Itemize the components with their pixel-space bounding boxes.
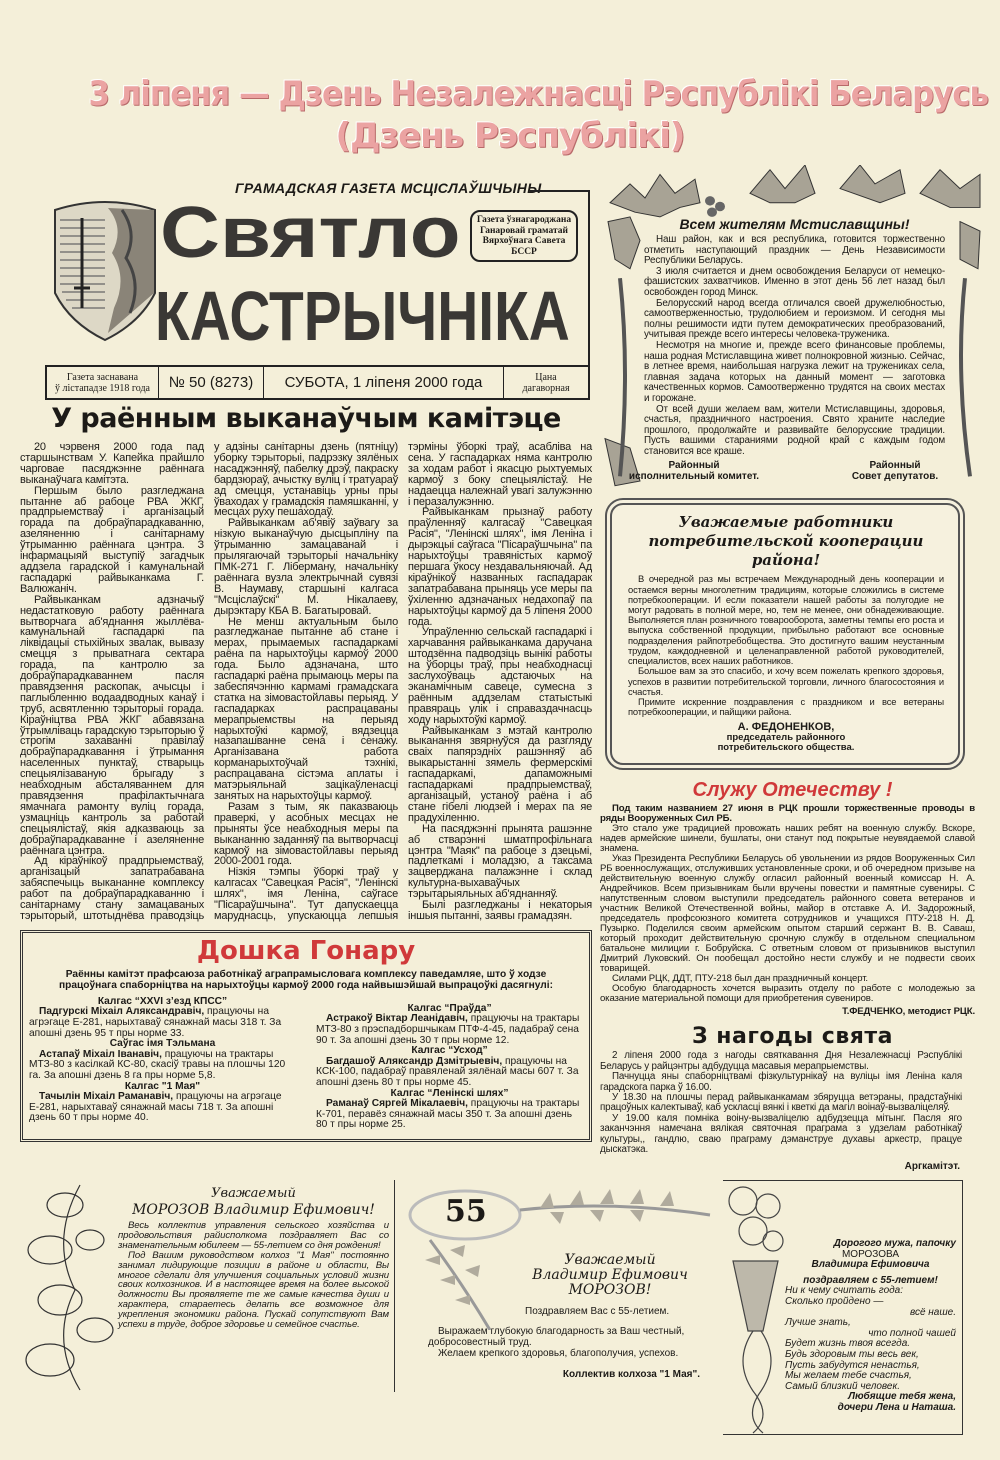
signature-council xyxy=(815,460,975,482)
poem-line: Будет жизнь твоя всегда. xyxy=(785,1338,911,1350)
farm-name: Калгас "1 Мая" xyxy=(124,1080,201,1092)
morozov2-signature: Коллектив колхоза "1 Мая". xyxy=(562,1369,700,1380)
signature-line: Районный xyxy=(668,460,720,472)
issue-date: СУБОТА, 1 ліпеня 2000 года xyxy=(264,367,504,398)
poem-line: Лучше знать, xyxy=(785,1317,851,1329)
paragraph: Пачнуцца яны спаборніцтвамі фізкультурнікаў на вуліцы імя Леніна каля гарадскога парка ў 16.00. xyxy=(600,1071,962,1093)
farm-name: Калгас “Усход” xyxy=(411,1045,488,1057)
article-headline-row xyxy=(20,402,592,440)
morozov-name: МОРОЗОВ Владимир Ефимович! xyxy=(132,1202,375,1218)
flower-vine-icon xyxy=(20,1180,120,1392)
morozov2-heading xyxy=(510,1253,710,1298)
heading-line: Уважаемый xyxy=(564,1252,656,1268)
paragraph: Примите искренние поздравления с праздником и все ветераны потребкооперации, и пайщики района. xyxy=(628,695,944,718)
sluzhu-title: Служу Отечеству ! xyxy=(692,779,893,802)
worker-achievement: працуючы на трактары МТЗ-80 з касілкай КС-80, скасіў травы на плошчы 120 га. За апошні дзень 8 га пры норме 5,8. xyxy=(29,1048,286,1082)
divider xyxy=(530,190,590,192)
worker-achievement: працуючы на КСК-100, падабраў правяленай зялёнай масы 607 т. За апошні дзень 80 т пры норме 45. xyxy=(316,1055,579,1089)
heading-line: Владимир Ефимович xyxy=(532,1267,688,1283)
honor-board-intro: Раённы камітэт прафсаюза работнікаў аграпрамысловага комплексу паведамляе, што ў ходзе працоўнага спаборніцтва на нарыхтоўцы кармоў 2000 года найвышэйшай выпрацоўкі дасягнулі: xyxy=(58,968,553,991)
worker-name: Падгурскі Міхаіл Аляксандравіч, xyxy=(39,1006,205,1018)
worker-achievement: працуючы на трактары К-701, перавёз сянажнай масы 350 т. За апошні дзень 80 т пры норме 25. xyxy=(316,1098,580,1131)
nagody-signature: Аргкамітэт. xyxy=(904,1161,960,1173)
award-line: Ганаровай граматай xyxy=(480,225,568,236)
founded-line: Газета заснавана xyxy=(66,371,139,383)
banner-line-1-row xyxy=(40,74,989,121)
worker-achievement: працуючы на агрэгаце Е-281, нарыхтаваў сянажнай масы 318 т. За апошні дзень 95 т пры норме 33. xyxy=(29,1006,282,1039)
morozov-greeting-3 xyxy=(723,1180,963,1435)
founded-line: ў лістападзе 1918 года xyxy=(55,382,150,394)
price-line: Цана xyxy=(535,371,557,383)
title-line: потребительской кооперации района! xyxy=(648,532,924,570)
honor-columns xyxy=(29,997,583,1131)
paragraph: В очередной раз мы встречаем Международный день кооперации и остаемся верны многолетним традициям, которые сложились в системе потребкооперации. И если показатели нашей работы за полугодие не могут радовать в полной мере, но, тем не менее, они обнадеживающие. Выполняется план розничного товарооборота, заметны темпы его роста и выпуска собственной продукции, прибыльно работают все основные подразделения райпотребобщества. Это достигнуто вашим неустанным трудом, каждодневной и целенаправленной работой руководителей, специалистов, всех наших работников. xyxy=(628,573,944,667)
poem-line: Пусть забудутся ненастья, xyxy=(785,1359,920,1371)
paragraph: Райвыканкам аб'явіў заўвагу за нізкую выканаўчую дысцыпліну па ўтрыманню замацаванай і прылягаючай тэрыторыі начальніку ПМК-271 Г. Ліберману, начальніку раённага вузла электрычнай сувязі В. Наумаву, старшыні калгаса "Мсціслаўскі" М. Нікалаеву, дырэктару КБА В. Багатыровай. xyxy=(214,517,398,617)
newspaper-subtitle: ГРАМАДСКАЯ ГАЗЕТА МСЦІСЛАЎШЧЫНЫ xyxy=(235,180,542,196)
signature-line: Районный xyxy=(869,460,921,472)
article-body xyxy=(20,442,592,922)
price-line: дагаворная xyxy=(522,382,570,394)
morozov2-congrats: Поздравляем Вас с 55-летием. xyxy=(525,1306,670,1317)
divider xyxy=(588,190,590,365)
poem-line: Владимира Ефимовича xyxy=(811,1259,930,1271)
morozov-salutation: Уважаемый xyxy=(211,1186,296,1201)
greeting-signatures xyxy=(614,460,975,482)
newspaper-title-line-1: Святло xyxy=(160,193,461,273)
sluzhu-lead: Под таким названием 27 июня в РЦК прошли торжественные проводы в ряды Вооруженных Сил РБ. xyxy=(600,803,975,825)
banner-line-1: 3 ліпеня — Дзень Незалежнасці Рэспублікі Беларусь xyxy=(88,74,989,114)
worker-achievement: працуючы на агрэгаце Е-281, нарыхтаваў сянажнай масы 718 т. За апошні дзень 60 т пры норме 40. xyxy=(29,1091,282,1124)
worker-name: Багдашоў Аляксандр Дзмітрыевіч, xyxy=(326,1055,503,1067)
morozov-greeting-2 xyxy=(400,1180,718,1430)
paragraph: Силами РЦК, ДДТ, ПТУ-218 был дан праздничный концерт. xyxy=(612,973,868,985)
farm-name: Калгас “Праўда” xyxy=(407,1002,492,1014)
article-headline: У раённым выканаўчым камітэце xyxy=(51,403,561,434)
poem-line: что полной чашей xyxy=(868,1327,956,1339)
honor-board xyxy=(20,930,592,1142)
paragraph: Весь коллектив управления сельского хозяйства и продовольствия райисполкома поздравляет Вас со знаменательным юбилеем — 55-летием со дня рождения! xyxy=(118,1220,389,1251)
poem-line: поздравляем с 55-летием! xyxy=(803,1274,938,1286)
nagody-title: З нагоды свята xyxy=(692,1024,893,1050)
founded-note xyxy=(47,367,159,398)
paragraph: У 19.00 каля помніка воіну-вызваліцелю адбудзецца мітынг. Пасля яго заканчэння намечана вялікая святочная праграма з удзелам работнікаў культуры,, гандлю, сваю праграму дэманструе духавы аркестр, працуе дыскатэка. xyxy=(600,1112,962,1155)
right-column xyxy=(600,165,985,1173)
award-note xyxy=(470,210,578,262)
signature-line: потребительского общества. xyxy=(717,742,855,754)
paragraph: Желаем крепкого здоровья, благополучия, успехов. xyxy=(438,1348,679,1359)
poem-line: Самый близкий человек. xyxy=(785,1380,900,1392)
paragraph: Райвыканкам прызнаў работу праўленняў калгасаў "Савецкая Расія", "Ленінскі шлях", імя Леніна і дырэкцыі саўгаса "Пісараўшчына" па нарыхтоўцы травяністых кармоў першага ўкосу нездавальняючай. Ад кіраўнікоў названных гаспадарак запатрабавана прыняць усе меры па ўхіленню адзначаных недахопаў па нарыхтоўцы кармоў да 5 ліпеня 2000 года. xyxy=(408,506,592,628)
paragraph: Райвыканкам адзначыў недастатковую работу раённага вытворчага аб'яднання жыллёва-камунальнай гаспадаркі па ліквідацыі стыхійных звалак, вывазу смецця з прыватнага сектара горада, па кантролю за добраўпарадкаваннем пасля правядзення раскопак, ачысцы і паглыбленню водаадводных канаў і труб, асвятленню тэрыторыі горада. Кіраўніцтва РВА ЖКГ абавязана ўтрымліваць гарадскую тэрыторыю ў строгім захаванні правілаў добраўпарадкавання і ўтрымання населенных пунктаў, стварыць спецыялізаваную брыгаду з неабходным абсталяваннем для правядзення прафілактычнага ямачнага рамонту вуліц горада, узмацніць кантроль за работай спецыялістаў, якія адказваюць за добраўпарадкаванне і азеляненне раённага цэнтра. xyxy=(20,593,204,857)
paragraph: 2 ліпеня 2000 года з нагоды святкавання Дня Незалежнасці Рэспублікі Беларусь у райцэнтры адбудуцца масавыя мерапрыемствы. xyxy=(600,1050,962,1072)
poem-line: Мы желаем тебе счастья, xyxy=(785,1370,912,1382)
honor-entry xyxy=(29,1050,296,1082)
issue-info-bar xyxy=(45,365,590,400)
price-note xyxy=(504,367,588,398)
sluzhu-body xyxy=(600,804,975,1017)
issue-number: № 50 (8273) xyxy=(159,367,264,398)
paragraph: Разам з тым, як паказваюць праверкі, у асобных месцах не прыняты ўсе неабходныя меры па выкананню заданняў па вытворчасці кармоў на зімовастойлавы перыяд 2000-2001 года. xyxy=(214,800,398,868)
cooperation-signature xyxy=(628,721,944,753)
sluzhu-paragraphs xyxy=(600,824,975,1004)
farm-name: Саўгас імя Тэльмана xyxy=(109,1038,216,1050)
paragraph: Под Вашим руководством колхоз "1 Мая" постоянно занимал лидирующие позиции в районе и области, Вы многое сделали для улучшения социальных условий жизни своих колхозников. И в настоящее время на более высокой должности Вы проявляете те же самые качества души и характера, стараетесь делать все возможное для укрепления экономики района. Пускай сопутствуют Вам успехи в труде, доброе здоровье и семейное счастье. xyxy=(118,1249,389,1331)
paragraph: Першым было разгледжана пытанне аб рабоце РВА ЖКГ, прадпрыемстваў і арганізацый горада па добраўпарадкаванню, азеляненню і санітарнаму ўтрыманню раённага цэнтра. З інфармацыяй выступіў загадчык аддзела гарадской і камунальнай гаспадаркі райвыканкама Г. Валюжаніч. xyxy=(20,484,204,595)
bouquet-icon xyxy=(723,1181,785,1436)
worker-name: Астракоў Віктар Леанідавіч, xyxy=(326,1013,468,1025)
signature-line: Совет депутатов. xyxy=(851,471,939,483)
signature-line: председатель районного xyxy=(726,732,846,744)
poem-line: МОРОЗОВА xyxy=(841,1248,900,1260)
worker-name: Тачылін Міхаіл Раманавіч, xyxy=(39,1091,174,1103)
paragraph: 20 чэрвеня 2000 года пад старшынствам У. Капейка прайшло чарговае пасяджэнне раённага выканаўчага камітэта. xyxy=(20,441,204,486)
paragraph: Нізкія тэмпы ўборкі траў у калгасах "Савецкая Расія", "Ленінскі шлях", імя Леніна, саўгасе "Пісараўшчына". Тут дапускаецца маруднасць, упускаюцца лепшыя тэрміны ўборкі траў, асабліва на сена. У гаспадарках няма кантролю за ходам работ і якасцю рыхтуемых кармоў з боку спецыялістаў. Не надаецца належнай увагі залужэнню і перазалужэнню. xyxy=(214,441,592,922)
coat-of-arms-icon xyxy=(50,198,160,343)
bottom-row xyxy=(20,1180,965,1435)
paragraph: Особую благодарность хочется выразить отделу по работе с молодежью за оказание материальной помощи для приобретения сувениров. xyxy=(600,983,975,1005)
greeting-body xyxy=(644,235,945,457)
honor-entry xyxy=(29,1007,296,1039)
poem-line: Ни к чему считать года: xyxy=(785,1285,904,1297)
morozov-body xyxy=(118,1221,389,1330)
award-line: БССР xyxy=(511,246,537,257)
sluzhu-signature: Т.ФЕДЧЕНКО, методист РЦК. xyxy=(842,1006,975,1018)
award-line: Вярхоўнага Савета xyxy=(482,236,566,246)
paragraph: Выражаем глубокую благодарность за Ваш честный, добросовестный труд. xyxy=(428,1326,685,1348)
poem-line: Любящие тебя жена, xyxy=(848,1391,956,1403)
award-line: Газета ўзнагароджана xyxy=(476,215,572,225)
paragraph: Указ Президента Республики Беларусь об увольнении из рядов Вооруженных Сил РБ военнослужащих, отслуживших установленные сроки, и об очередном призыве на действительную военную службу огласил районный военный комиссар Н. А. Андрейчиков. Всем призывникам были вручены повестки и памятные сувениры. С напутственным словом выступили председатель районного совета ветеранов и участник Великой Отечественной войны, майор в отставке А. И. Задорожный, председатель профсоюзного комитета сотрудников и учащихся ПТУ-218 Н. Д. Пузырко. Поделился своим армейским опытом старший сержант В. В. Саваш, который проходит действительную срочную службу в отдельном специальном батальоне милиции г. Бобруйска. С ответным словом от призывников выступил Дмитрий Луковский. Он пообещал достойно нести службу и не подвести своих товарищей. xyxy=(600,853,975,975)
signature-line: исполнительный комитет. xyxy=(628,471,760,483)
honor-entry xyxy=(316,1099,583,1131)
paragraph: Это стало уже традицией провожать наших ребят на военную службу. Вскоре, надев армейские шинели, бушлаты, они станут под покрытые неувядаемой славой знамена. xyxy=(600,823,975,855)
paragraph: У 18.30 на плошчы перад райвыканкамам збяруцца ветэраны, прадстаўнікі працоўных калектываў, каб ускласці вянкі і кветкі да магіл воінаў-вызваліцеляў. xyxy=(600,1091,962,1114)
paragraph: Упраўленню сельскай гаспадаркі і харчавання райвыканкама даручана штодзённа падводзіць вынікі работы на ўборцы траў, пры неабходнасці заслухоўваць адстаючых на эканамічным савеце, сумесна з раённым аддзелам статыстыкі правяраць улік і справаздачнасць ходу нарыхтоўкі кармоў. xyxy=(408,626,592,726)
paragraph: От всей души желаем вам, жители Мстиславщины, здоровья, счастья, праздничного настроения. Свято храните наследие прошлого, продолжайте и развивайте белорусские традиции. Пусть вашими стараниями родной край с каждым годом становится все краше. xyxy=(644,403,945,457)
cooperation-title xyxy=(628,513,944,570)
worker-achievement: працуючы на трактары МТЗ-80 з прэспадборшчыкам ПТФ-4-45, падабраў сена 90 т. За апошні дзень 30 т пры норме 12. xyxy=(316,1013,580,1046)
anniversary-number: 55 xyxy=(445,1194,487,1229)
title-line: Уважаемые работники xyxy=(678,513,894,532)
paragraph: Райвыканкам з мэтай кантролю выканання звярнуўся да разгляду сваіх папярэдніх рашэнняў аб выкарыстанні зямель фермерскімі гаспадаркамі, дапаможнымі гаспадаркамі прадпрыемстваў, арганізацый, устаноў раёна і аб стане гібелі людзей і мерах па яе прадухіленню. xyxy=(408,724,592,824)
banner-line-2-row xyxy=(40,116,980,163)
banner-line-2: (Дзень Рэспублікі) xyxy=(335,116,685,156)
paragraph: Большое вам за это спасибо, и хочу всем пожелать крепкого здоровья, успехов в развитии потребительской торговли, личного благосостояния и счастья. xyxy=(628,665,944,697)
nagody-body xyxy=(600,1051,962,1155)
honor-column-left xyxy=(29,997,296,1131)
paragraph: На пасяджэнні прынята рашэнне аб стварэнні шматпрофільнага цэнтра "Маяк" па рабоце з дзецьмі, падлеткамі і моладзю, а таксама зацверджана палажэнне і склад культурна-выхаваўчых тэрытарыяльных аб'яднанняў. xyxy=(408,822,592,901)
honor-board-title: Дошка Гонару xyxy=(196,935,416,966)
worker-name: Астапаў Міхаіл Іванавіч, xyxy=(39,1048,162,1060)
morozov3-poem xyxy=(785,1239,956,1414)
poem-line: Будь здоровым ты весь век, xyxy=(785,1348,919,1360)
paragraph: Былі разгледжаны і некаторыя іншыя пытанні, заявы грамадзян. xyxy=(408,899,592,922)
paragraph: Несмотря на многие и, прежде всего финансовые проблемы, наша родная Мстиславщина живет полнокровной жизнью. Сейчас, в летнее время, наибольшая нагрузка лежит на тружениках села, главная задача которых на данный момент — заготовка качественных кормов. Самоотверженно трудятся на своих местах и горожане. xyxy=(644,339,945,404)
honor-entry xyxy=(316,1014,583,1046)
honor-column-right xyxy=(316,997,583,1131)
farm-name: Калгас “XXVI з’езд КПСС” xyxy=(97,995,228,1007)
cooperation-greeting-box xyxy=(605,498,965,770)
farm-name: Калгас “Ленінскі шлях” xyxy=(390,1087,509,1099)
signature-line: А. ФЕДОНЕНКОВ, xyxy=(737,721,835,734)
paragraph: Белорусский народ всегда отличался своей дружелюбностью, самоотверженностью, трудолюбием и героизмом. И сегодня мы полны решимости идти путем демократических преобразований, учитывая прежде всего интересы человека-труженика. xyxy=(644,297,945,341)
worker-name: Раманаў Сяргей Мікалаевіч, xyxy=(326,1098,468,1110)
honor-entry xyxy=(316,1057,583,1089)
holiday-greeting-box xyxy=(600,165,985,490)
newspaper-title-line-2: КАСТРЫЧНІКА xyxy=(155,277,570,355)
poem-line: дочери Лена и Наташа. xyxy=(837,1401,956,1413)
greeting-title: Всем жителям Мстиславщины! xyxy=(679,216,910,232)
left-column xyxy=(20,402,592,1142)
cooperation-body xyxy=(628,574,944,717)
morozov-greeting-1 xyxy=(20,1180,395,1392)
poem-line: Сколько пройдено — xyxy=(785,1295,884,1307)
heading-line: МОРОЗОВ! xyxy=(568,1282,652,1298)
poem-line: всё наше. xyxy=(909,1306,956,1318)
poem-line: Дорогого мужа, папочку xyxy=(833,1238,956,1249)
paragraph: Наш район, как и вся республика, готовится торжественно отметить наступающий праздник — День Независимости Республики Беларусь. xyxy=(644,234,945,267)
paragraph: Не менш актуальным было разгледжанае пытанне аб стане і мерах, прымаемых гаспадаркамі раёна па нарыхтоўцы кармоў 2000 года. Было адзначана, што гаспадаркі раёна прымаюць меры па забеспячэнню кармамі грамадскага статка на зімовастойлавы перыяд. У гаспадарках распрацаваны мерапрыемствы на перыяд нарыхтоўкі кармоў, вядзецца назапашванне сена і сенажу. Арганізавана работа корманарыхтоўчай тэхнікі, распрацавана сістэма аплаты і матэрыяльнай зацікаўленасці занятых на нарыхтоўцы кармоў. xyxy=(214,615,398,802)
paragraph: 3 июля считается и днем освобождения Беларуси от немецко-фашистских захватчиков. Именно в этот день 56 лет назад был освобожден город Минск. xyxy=(644,265,945,298)
paragraph: Ад кіраўнікоў прадпрыемстваў, арганізацый запатрабавана забяспечыць выкананне комплексу работ па добраўпарадкаванню і санітарнаму стану замацаваных тэрыторый, штотыднёва праводзіць у адзіны санітарны дзень (пятніцу) уборку тэрыторыі, падрэзку зялёных насаджэнняў, пабелку дрэў, пакраску бардзюраў, ачыстку вуліц і тратуараў ад смецця, устанавіць урны пры ўваходах у грамадскія памяшканні, у месцах руху пешаходаў. xyxy=(20,441,398,922)
signature-executive-committee xyxy=(614,460,774,482)
honor-entry xyxy=(29,1092,296,1124)
morozov2-body xyxy=(428,1326,710,1359)
